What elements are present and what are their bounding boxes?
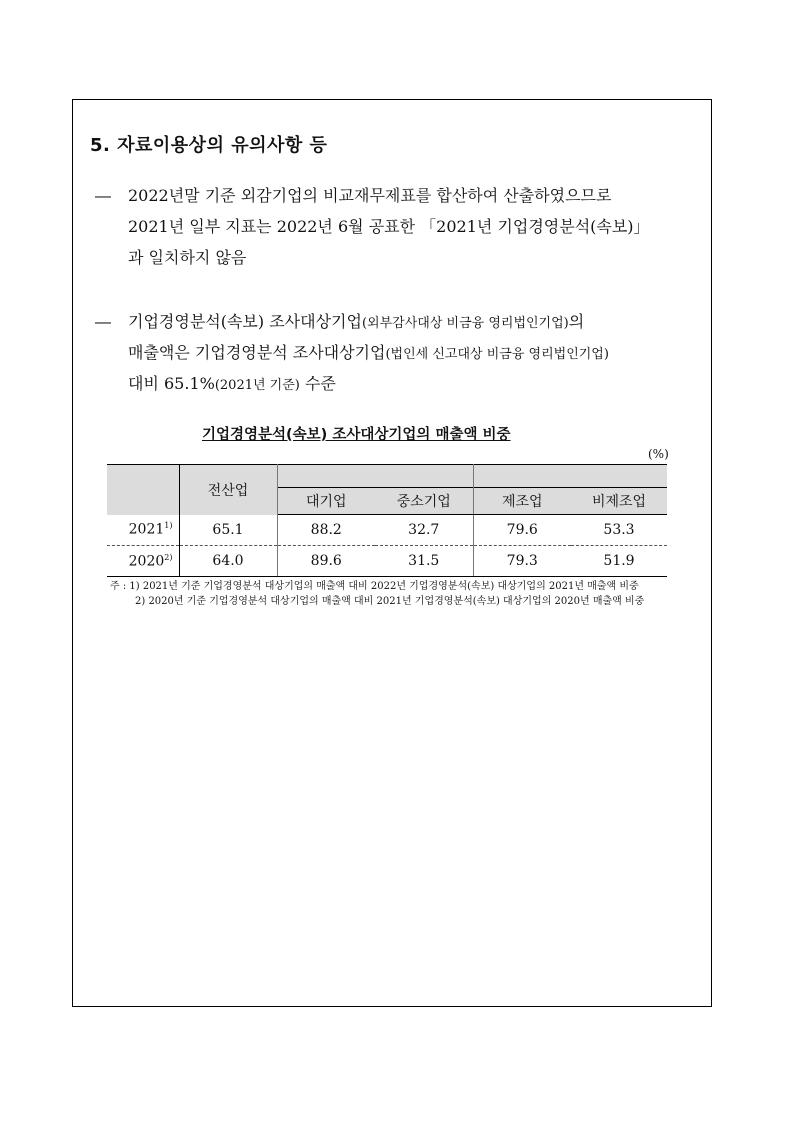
header-corner (107, 465, 179, 515)
text-part: 대비 65.1% (128, 374, 215, 393)
section-heading: 5. 자료이용상의 유의사항 등 (90, 135, 328, 156)
footnote-ref: 1) (164, 521, 173, 531)
bullet-2-line-1 (128, 306, 584, 339)
header-manufacturing: 제조업 (473, 488, 571, 515)
text-part: 기업경영분석(속보) 조사대상기업 (128, 312, 362, 331)
row-year (107, 515, 179, 546)
table-notes (110, 579, 644, 609)
row-year (107, 546, 179, 577)
note-2: 2) 2020년 기준 기업경영분석 대상기업의 매출액 대비 2021년 기업경영분석(속보) 대상기업의 2020년 매출액 비중 (135, 596, 645, 607)
cell-sme: 31.5 (375, 546, 473, 577)
year-text: 2021 (128, 522, 165, 539)
cell-all: 65.1 (179, 515, 277, 546)
header-spacer (375, 465, 473, 488)
header-spacer (277, 465, 375, 488)
note-1: 주 : 1) 2021년 기준 기업경영분석 대상기업의 매출액 대비 2022년 기업경영분석(속보) 대상기업의 2021년 매출액 비중 (110, 581, 639, 592)
dash-marker: ― (95, 312, 111, 331)
table-row (107, 546, 667, 577)
header-spacer (473, 465, 571, 488)
text-part-small: (외부감사대상 비금융 영리법인기업) (361, 316, 569, 331)
year-text: 2020 (128, 553, 165, 570)
footnote-ref: 2) (164, 552, 173, 562)
text-part: 의 (568, 312, 585, 331)
text-part-small: (2021년 기준) (214, 378, 300, 393)
cell-non-manufacturing: 51.9 (571, 546, 667, 577)
bullet-1-line-1: 2022년말 기준 외감기업의 비교재무제표를 합산하여 산출하였으므로 (128, 186, 612, 205)
header-all-industry: 전산업 (179, 465, 277, 515)
text-part: 수준 (299, 374, 336, 393)
text-part-small: (법인세 신고대상 비금융 영리법인기업) (385, 347, 609, 362)
header-large-firms: 대기업 (277, 488, 375, 515)
cell-non-manufacturing: 53.3 (571, 515, 667, 546)
table-title: 기업경영분석(속보) 조사대상기업의 매출액 비중 (202, 427, 511, 443)
table-header-row (107, 465, 667, 488)
cell-manufacturing: 79.3 (473, 546, 571, 577)
cell-manufacturing: 79.6 (473, 515, 571, 546)
table-row (107, 515, 667, 546)
text-part: 매출액은 기업경영분석 조사대상기업 (128, 343, 386, 362)
cell-large: 88.2 (277, 515, 375, 546)
dash-marker: ― (95, 186, 111, 205)
table-unit: (%) (648, 447, 669, 461)
cell-all: 64.0 (179, 546, 277, 577)
bullet-2-line-2 (128, 337, 609, 370)
bullet-2-line-3 (128, 368, 336, 401)
sales-ratio-table (107, 464, 667, 577)
header-spacer (571, 465, 667, 488)
header-sme: 중소기업 (375, 488, 473, 515)
header-non-manufacturing: 비제조업 (571, 488, 667, 515)
cell-sme: 32.7 (375, 515, 473, 546)
cell-large: 89.6 (277, 546, 375, 577)
bullet-1-line-2: 2021년 일부 지표는 2022년 6월 공표한 「2021년 기업경영분석(속보)」 (128, 217, 650, 236)
bullet-1-line-3: 과 일치하지 않음 (128, 248, 247, 267)
